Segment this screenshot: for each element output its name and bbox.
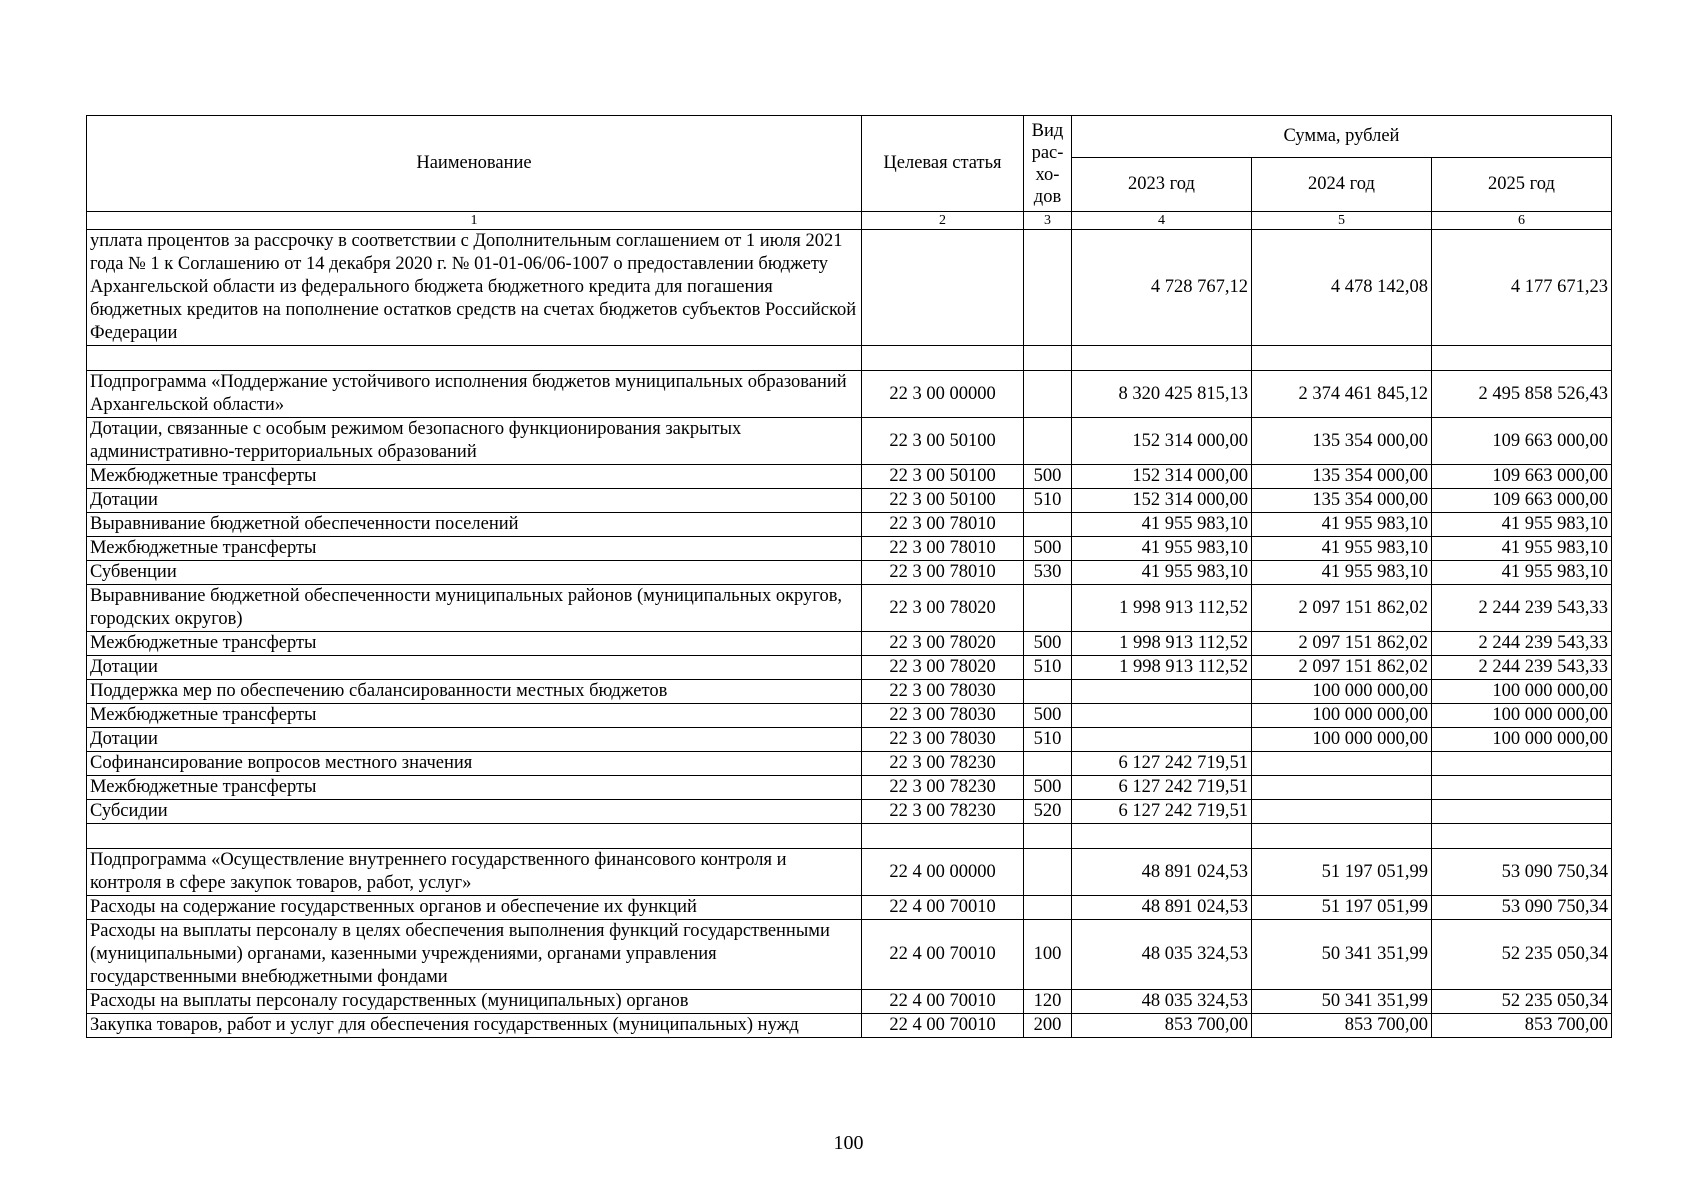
subprogram-row bbox=[87, 849, 1612, 896]
table-row bbox=[87, 585, 1612, 632]
table-row bbox=[87, 656, 1612, 680]
table-body bbox=[87, 230, 1612, 1038]
row-sum-2024: 135 354 000,00 bbox=[1252, 465, 1432, 489]
table-row bbox=[87, 230, 1612, 346]
table-row bbox=[87, 489, 1612, 513]
row-sum-2025: 41 955 983,10 bbox=[1432, 561, 1612, 585]
row-sum-2025: 100 000 000,00 bbox=[1432, 680, 1612, 704]
row-sum-2024: 2 097 151 862,02 bbox=[1252, 656, 1432, 680]
row-sum-2023: 1 998 913 112,52 bbox=[1072, 656, 1252, 680]
row-sum-2024 bbox=[1252, 824, 1432, 849]
row-name: Софинансирование вопросов местного значения bbox=[87, 752, 862, 776]
row-target-article: 22 3 00 78020 bbox=[862, 632, 1024, 656]
row-target-article: 22 3 00 78230 bbox=[862, 776, 1024, 800]
row-target-article: 22 3 00 78020 bbox=[862, 585, 1024, 632]
row-sum-2024: 100 000 000,00 bbox=[1252, 680, 1432, 704]
table-row bbox=[87, 752, 1612, 776]
row-sum-2025 bbox=[1432, 752, 1612, 776]
table-row bbox=[87, 704, 1612, 728]
row-sum-2025: 4 177 671,23 bbox=[1432, 230, 1612, 346]
row-name: Субвенции bbox=[87, 561, 862, 585]
row-sum-2024: 2 097 151 862,02 bbox=[1252, 632, 1432, 656]
row-sum-2024 bbox=[1252, 752, 1432, 776]
row-sum-2025: 53 090 750,34 bbox=[1432, 849, 1612, 896]
row-sum-2023: 48 035 324,53 bbox=[1072, 920, 1252, 990]
empty-row bbox=[87, 346, 1612, 371]
row-name: Дотации, связанные с особым режимом безопасного функционирования закрытых административно-территориальных образований bbox=[87, 418, 862, 465]
row-target-article: 22 3 00 78010 bbox=[862, 537, 1024, 561]
row-name: Подпрограмма «Поддержание устойчивого исполнения бюджетов муниципальных образований Архангельской области» bbox=[87, 371, 862, 418]
row-sum-2024: 4 478 142,08 bbox=[1252, 230, 1432, 346]
row-expense-type: 500 bbox=[1024, 632, 1072, 656]
row-sum-2024 bbox=[1252, 800, 1432, 824]
row-sum-2025: 2 244 239 543,33 bbox=[1432, 656, 1612, 680]
row-sum-2023 bbox=[1072, 704, 1252, 728]
row-name: Дотации bbox=[87, 489, 862, 513]
row-name bbox=[87, 824, 862, 849]
page-number: 100 bbox=[833, 1132, 864, 1154]
row-sum-2025: 100 000 000,00 bbox=[1432, 728, 1612, 752]
row-expense-type: 500 bbox=[1024, 704, 1072, 728]
row-sum-2025 bbox=[1432, 346, 1612, 371]
row-sum-2023: 4 728 767,12 bbox=[1072, 230, 1252, 346]
row-sum-2025 bbox=[1432, 776, 1612, 800]
row-sum-2024: 2 097 151 862,02 bbox=[1252, 585, 1432, 632]
row-sum-2023 bbox=[1072, 346, 1252, 371]
row-expense-type bbox=[1024, 371, 1072, 418]
row-sum-2025: 52 235 050,34 bbox=[1432, 920, 1612, 990]
row-sum-2024: 50 341 351,99 bbox=[1252, 920, 1432, 990]
row-target-article: 22 3 00 78010 bbox=[862, 561, 1024, 585]
row-sum-2024: 41 955 983,10 bbox=[1252, 537, 1432, 561]
row-sum-2025: 53 090 750,34 bbox=[1432, 896, 1612, 920]
row-expense-type bbox=[1024, 752, 1072, 776]
row-sum-2025: 2 244 239 543,33 bbox=[1432, 585, 1612, 632]
row-target-article: 22 4 00 70010 bbox=[862, 896, 1024, 920]
table-row bbox=[87, 418, 1612, 465]
row-sum-2025 bbox=[1432, 824, 1612, 849]
table-row bbox=[87, 680, 1612, 704]
row-sum-2024: 50 341 351,99 bbox=[1252, 990, 1432, 1014]
row-target-article: 22 3 00 50100 bbox=[862, 489, 1024, 513]
row-sum-2023 bbox=[1072, 728, 1252, 752]
row-target-article: 22 3 00 78230 bbox=[862, 752, 1024, 776]
budget-table bbox=[86, 115, 1612, 1038]
row-sum-2025: 100 000 000,00 bbox=[1432, 704, 1612, 728]
row-target-article: 22 3 00 78020 bbox=[862, 656, 1024, 680]
row-name: Расходы на содержание государственных органов и обеспечение их функций bbox=[87, 896, 862, 920]
row-expense-type: 100 bbox=[1024, 920, 1072, 990]
row-sum-2025: 109 663 000,00 bbox=[1432, 465, 1612, 489]
table-row bbox=[87, 632, 1612, 656]
row-target-article bbox=[862, 346, 1024, 371]
row-target-article: 22 4 00 00000 bbox=[862, 849, 1024, 896]
row-target-article: 22 3 00 50100 bbox=[862, 418, 1024, 465]
row-sum-2023: 48 035 324,53 bbox=[1072, 990, 1252, 1014]
row-sum-2024 bbox=[1252, 346, 1432, 371]
table-row bbox=[87, 1014, 1612, 1038]
row-sum-2025: 41 955 983,10 bbox=[1432, 537, 1612, 561]
column-number: 1 bbox=[87, 212, 862, 230]
row-sum-2024: 41 955 983,10 bbox=[1252, 561, 1432, 585]
row-name: уплата процентов за рассрочку в соответствии с Дополнительным соглашением от 1 июля 2021 года № 1 к Соглашению от 14 декабря 2020 г. № 01-01-06/06-1007 о предоставлении бюджету Архангельской области из федерального бюджета бюджетного кредита для погашения бюджетных кредитов на пополнение остатков средств на счетах бюджетов субъектов Российской Федерации bbox=[87, 230, 862, 346]
row-name: Межбюджетные трансферты bbox=[87, 776, 862, 800]
row-sum-2023: 6 127 242 719,51 bbox=[1072, 776, 1252, 800]
row-target-article: 22 4 00 70010 bbox=[862, 1014, 1024, 1038]
row-name: Межбюджетные трансферты bbox=[87, 465, 862, 489]
table-row bbox=[87, 896, 1612, 920]
row-name: Расходы на выплаты персоналу государственных (муниципальных) органов bbox=[87, 990, 862, 1014]
row-name: Расходы на выплаты персоналу в целях обеспечения выполнения функций государственными (муниципальными) органами, казенными учреждениями, органами управления государственными внебюджетными фондами bbox=[87, 920, 862, 990]
row-expense-type: 500 bbox=[1024, 465, 1072, 489]
row-expense-type: 510 bbox=[1024, 489, 1072, 513]
column-number: 3 bbox=[1024, 212, 1072, 230]
row-sum-2023: 853 700,00 bbox=[1072, 1014, 1252, 1038]
header-sum: Сумма, рублей bbox=[1072, 116, 1612, 158]
column-number: 5 bbox=[1252, 212, 1432, 230]
row-sum-2023: 1 998 913 112,52 bbox=[1072, 632, 1252, 656]
row-target-article: 22 3 00 78030 bbox=[862, 680, 1024, 704]
header-year-2023: 2023 год bbox=[1072, 158, 1252, 212]
row-sum-2025: 2 244 239 543,33 bbox=[1432, 632, 1612, 656]
row-name: Субсидии bbox=[87, 800, 862, 824]
header-name: Наименование bbox=[87, 116, 862, 212]
row-sum-2025: 109 663 000,00 bbox=[1432, 489, 1612, 513]
row-name: Закупка товаров, работ и услуг для обеспечения государственных (муниципальных) нужд bbox=[87, 1014, 862, 1038]
row-expense-type: 200 bbox=[1024, 1014, 1072, 1038]
row-sum-2024: 51 197 051,99 bbox=[1252, 849, 1432, 896]
row-expense-type bbox=[1024, 680, 1072, 704]
table-row bbox=[87, 513, 1612, 537]
row-expense-type bbox=[1024, 418, 1072, 465]
subprogram-row bbox=[87, 371, 1612, 418]
row-sum-2023: 41 955 983,10 bbox=[1072, 513, 1252, 537]
row-sum-2025 bbox=[1432, 800, 1612, 824]
row-sum-2023 bbox=[1072, 680, 1252, 704]
table-row bbox=[87, 776, 1612, 800]
row-sum-2023: 6 127 242 719,51 bbox=[1072, 752, 1252, 776]
table-row bbox=[87, 920, 1612, 990]
header-year-2025: 2025 год bbox=[1432, 158, 1612, 212]
row-sum-2024: 2 374 461 845,12 bbox=[1252, 371, 1432, 418]
row-sum-2025: 52 235 050,34 bbox=[1432, 990, 1612, 1014]
row-target-article: 22 3 00 78010 bbox=[862, 513, 1024, 537]
row-sum-2023: 48 891 024,53 bbox=[1072, 896, 1252, 920]
row-sum-2024: 41 955 983,10 bbox=[1252, 513, 1432, 537]
table-row bbox=[87, 465, 1612, 489]
row-expense-type bbox=[1024, 824, 1072, 849]
table-row bbox=[87, 537, 1612, 561]
row-target-article: 22 3 00 50100 bbox=[862, 465, 1024, 489]
row-name: Дотации bbox=[87, 728, 862, 752]
row-sum-2024: 135 354 000,00 bbox=[1252, 489, 1432, 513]
row-name: Поддержка мер по обеспечению сбалансированности местных бюджетов bbox=[87, 680, 862, 704]
row-sum-2023: 152 314 000,00 bbox=[1072, 489, 1252, 513]
row-sum-2023: 48 891 024,53 bbox=[1072, 849, 1252, 896]
row-name bbox=[87, 346, 862, 371]
table-row bbox=[87, 990, 1612, 1014]
row-sum-2023: 6 127 242 719,51 bbox=[1072, 800, 1252, 824]
row-name: Межбюджетные трансферты bbox=[87, 537, 862, 561]
row-sum-2023: 8 320 425 815,13 bbox=[1072, 371, 1252, 418]
column-number: 2 bbox=[862, 212, 1024, 230]
column-number: 6 bbox=[1432, 212, 1612, 230]
row-expense-type: 530 bbox=[1024, 561, 1072, 585]
empty-row bbox=[87, 824, 1612, 849]
row-expense-type bbox=[1024, 585, 1072, 632]
row-expense-type: 520 bbox=[1024, 800, 1072, 824]
row-expense-type: 510 bbox=[1024, 656, 1072, 680]
row-name: Межбюджетные трансферты bbox=[87, 632, 862, 656]
row-expense-type bbox=[1024, 346, 1072, 371]
row-expense-type: 120 bbox=[1024, 990, 1072, 1014]
row-sum-2023 bbox=[1072, 824, 1252, 849]
row-name: Дотации bbox=[87, 656, 862, 680]
row-expense-type bbox=[1024, 230, 1072, 346]
row-sum-2024: 100 000 000,00 bbox=[1252, 728, 1432, 752]
row-expense-type bbox=[1024, 513, 1072, 537]
row-sum-2025: 2 495 858 526,43 bbox=[1432, 371, 1612, 418]
row-sum-2024: 100 000 000,00 bbox=[1252, 704, 1432, 728]
row-expense-type: 500 bbox=[1024, 776, 1072, 800]
row-name: Межбюджетные трансферты bbox=[87, 704, 862, 728]
header-year-2024: 2024 год bbox=[1252, 158, 1432, 212]
row-name: Подпрограмма «Осуществление внутреннего государственного финансового контроля и контроля в сфере закупок товаров, работ, услуг» bbox=[87, 849, 862, 896]
row-sum-2023: 152 314 000,00 bbox=[1072, 465, 1252, 489]
table-row bbox=[87, 728, 1612, 752]
row-target-article bbox=[862, 230, 1024, 346]
row-sum-2025: 109 663 000,00 bbox=[1432, 418, 1612, 465]
row-sum-2023: 41 955 983,10 bbox=[1072, 537, 1252, 561]
row-sum-2024 bbox=[1252, 776, 1432, 800]
row-expense-type: 510 bbox=[1024, 728, 1072, 752]
column-number: 4 bbox=[1072, 212, 1252, 230]
row-sum-2023: 41 955 983,10 bbox=[1072, 561, 1252, 585]
row-name: Выравнивание бюджетной обеспеченности муниципальных районов (муниципальных округов, городских округов) bbox=[87, 585, 862, 632]
row-target-article: 22 3 00 00000 bbox=[862, 371, 1024, 418]
row-target-article bbox=[862, 824, 1024, 849]
row-sum-2024: 853 700,00 bbox=[1252, 1014, 1432, 1038]
row-target-article: 22 3 00 78230 bbox=[862, 800, 1024, 824]
row-sum-2025: 41 955 983,10 bbox=[1432, 513, 1612, 537]
table-row bbox=[87, 561, 1612, 585]
row-sum-2023: 1 998 913 112,52 bbox=[1072, 585, 1252, 632]
row-target-article: 22 3 00 78030 bbox=[862, 704, 1024, 728]
row-target-article: 22 4 00 70010 bbox=[862, 920, 1024, 990]
row-sum-2024: 51 197 051,99 bbox=[1252, 896, 1432, 920]
row-expense-type bbox=[1024, 849, 1072, 896]
table-row bbox=[87, 800, 1612, 824]
row-sum-2025: 853 700,00 bbox=[1432, 1014, 1612, 1038]
row-sum-2023: 152 314 000,00 bbox=[1072, 418, 1252, 465]
column-number-row bbox=[87, 212, 1612, 230]
header-target-article: Целевая статья bbox=[862, 116, 1024, 212]
row-target-article: 22 4 00 70010 bbox=[862, 990, 1024, 1014]
header-expense-type: Вид рас-хо-дов bbox=[1024, 116, 1072, 212]
row-name: Выравнивание бюджетной обеспеченности поселений bbox=[87, 513, 862, 537]
row-expense-type bbox=[1024, 896, 1072, 920]
row-target-article: 22 3 00 78030 bbox=[862, 728, 1024, 752]
row-sum-2024: 135 354 000,00 bbox=[1252, 418, 1432, 465]
row-expense-type: 500 bbox=[1024, 537, 1072, 561]
